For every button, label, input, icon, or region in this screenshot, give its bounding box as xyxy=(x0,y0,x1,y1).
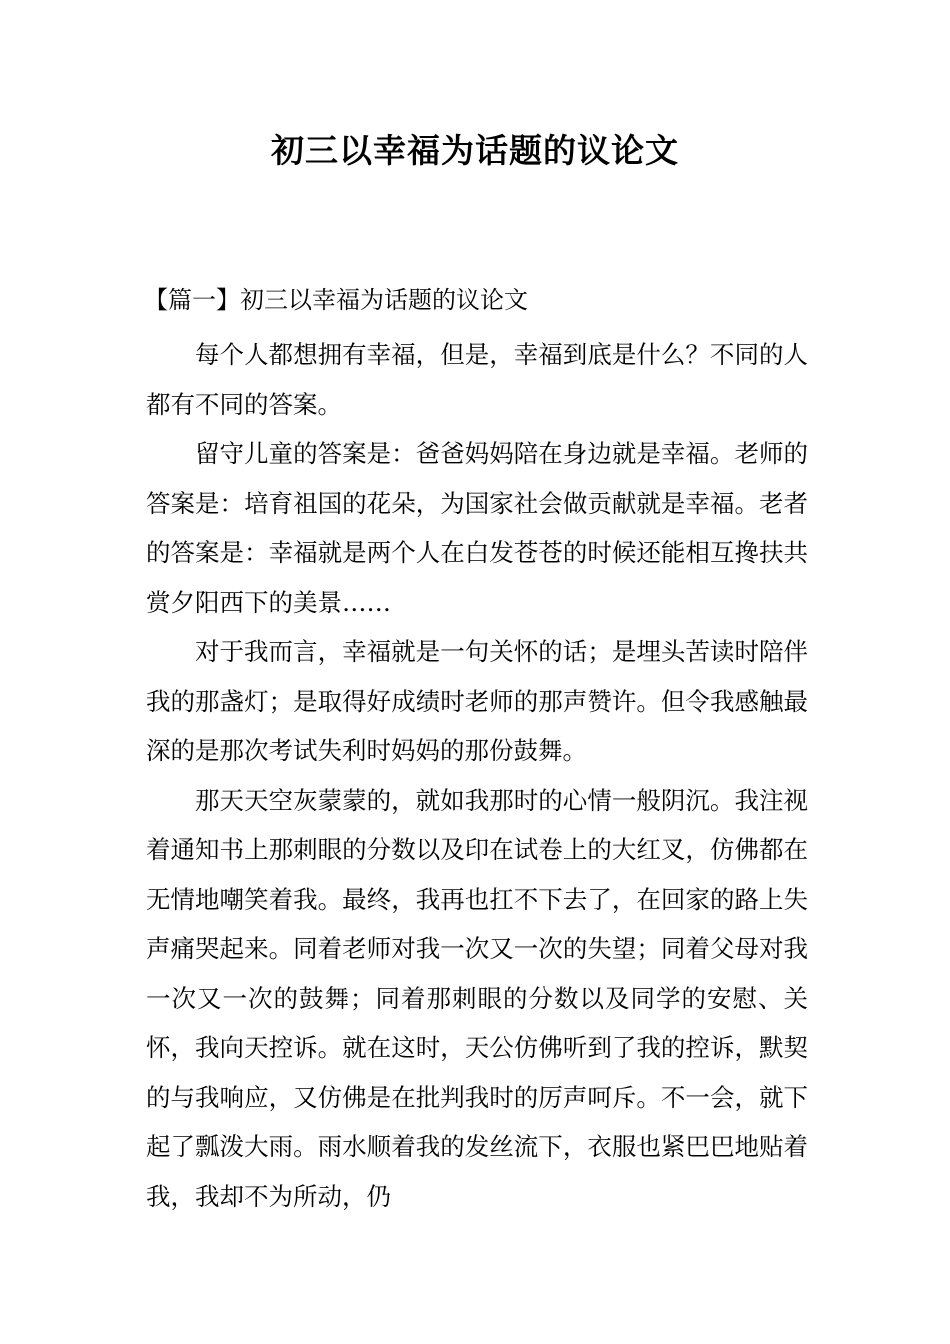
document-body xyxy=(146,330,808,1221)
section-heading: 【篇一】初三以幸福为话题的议论文 xyxy=(144,286,528,314)
paragraph: 留守儿童的答案是：爸爸妈妈陪在身边就是幸福。老师的答案是：培育祖国的花朵，为国家社会做贡献就是幸福。老者的答案是：幸福就是两个人在白发苍苍的时候还能相互搀扶共赏夕阳西下的美景…… xyxy=(146,439,808,617)
paragraph: 每个人都想拥有幸福，但是，幸福到底是什么？不同的人都有不同的答案。 xyxy=(146,340,808,419)
paragraph: 那天天空灰蒙蒙的，就如我那时的心情一般阴沉。我注视着通知书上那刺眼的分数以及印在试卷上的大红叉，仿佛都在无情地嘲笑着我。最终，我再也扛不下去了，在回家的路上失声痛哭起来。同着老师对我一次又一次的失望；同着父母对我一次又一次的鼓舞；同着那刺眼的分数以及同学的安慰、关怀，我向天控诉。就在这时，天公仿佛听到了我的控诉，默契的与我响应，又仿佛是在批判我时的厉声呵斥。不一会，就下起了瓢泼大雨。雨水顺着我的发丝流下，衣服也紧巴巴地贴着我，我却不为所动，仍 xyxy=(146,785,808,1211)
paragraph: 对于我而言，幸福就是一句关怀的话；是埋头苦读时陪伴我的那盏灯；是取得好成绩时老师的那声赞许。但令我感触最深的是那次考试失利时妈妈的那份鼓舞。 xyxy=(146,637,808,765)
document-title: 初三以幸福为话题的议论文 xyxy=(271,131,679,170)
